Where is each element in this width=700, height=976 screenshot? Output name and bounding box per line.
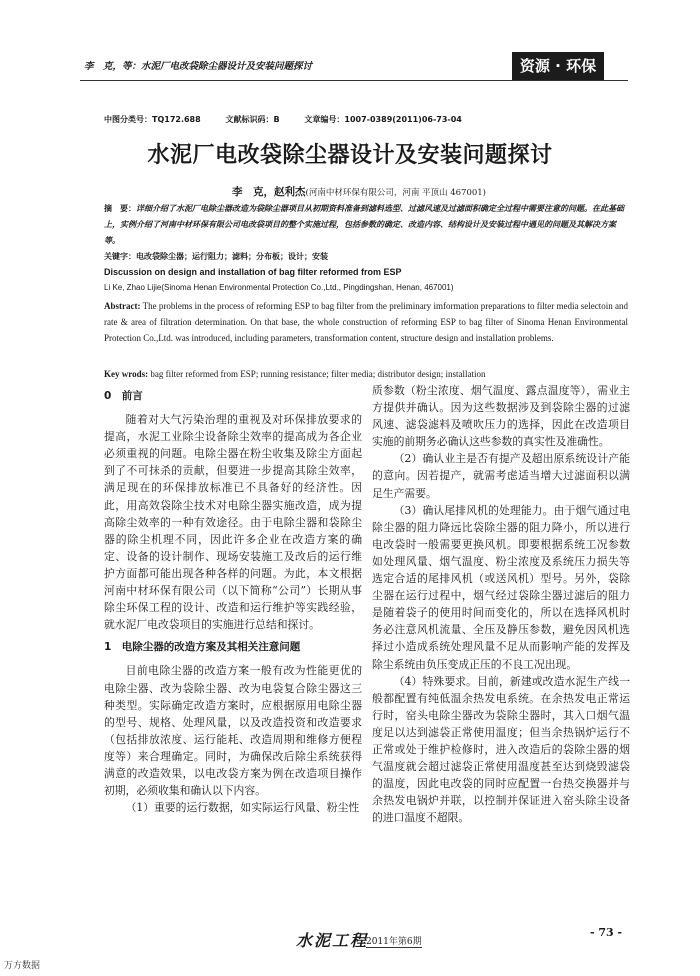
abstract-cn-label: 摘 要：: [104, 203, 136, 213]
authors: [232, 184, 486, 199]
abstract-en: [104, 298, 628, 347]
english-title: Discussion on design and installation of bag filter reformed from ESP: [104, 267, 402, 277]
paragraph: （4）特殊要求。目前，新建或改造水泥生产线一般都配置有纯低温余热发电系统。在余热发电正常运行时，窑头电除尘器改为袋除尘器时，其入口烟气温度足以达到滤袋正常使用温度；但当余热锅炉运行不正常或处于维护检修时，进入改造后的袋除尘器的烟气温度就会超过滤袋正常使用温度甚至达到烧毁滤袋的温度，因此电改袋的同时应配置一台热交换器并与余热发电锅炉并联，以控制并保证进入窑头除尘设备的进口温度不超限。: [372, 674, 630, 825]
paragraph: 目前电除尘器的改造方案一般有改为性能更优的电除尘器、改为袋除尘器、改为电袋复合除尘器这三种类型。实际确定改造方案时，应根据原用电除尘器的型号、规格、处理风量，以及改造投资和改造要求（包括排放浓度、运行能耗、改造周期和维修方便程度等）来合理确定。同时，为确保改后除尘系统获得满意的改造效果，以电改袋方案为例在改造项目操作初期，必须收集和确认以下内容。: [104, 664, 362, 798]
abstract-cn: [104, 200, 628, 248]
english-authors: Li Ke, Zhao Lijie(Sinoma Henan Environmental Protection Co.,Ltd., Pingdingshan, Henan, 467001): [104, 283, 454, 292]
right-column: [372, 382, 630, 826]
keywords-cn-text: 电改袋除尘器；运行阻力；滤料；分布板；设计；安装: [136, 251, 328, 261]
paragraph: 随着对大气污染治理的重视及对环保排放要求的提高，水泥工业除尘设备除尘效率的提高成为各企业必须重视的问题。电除尘器在粉尘收集及除尘方面起到了不可抹杀的贡献，但要进一步提高其除尘效率，满足现在的环保排放标准已不具备好的经济性。因此，用高效袋除尘技术对电除尘器实施改造，成为提高除尘效率的一种有效途径。由于电除尘器和袋除尘器的除尘机理不同，因此许多企业在改造方案的确定、设备的设计制作、现场安装施工及改后的运行维护方面都可能出现各种各样的问题。为此，本文根据河南中材环保有限公司（以下简称“公司”）长期从事除尘环保工程的设计、改造和运行维护等实践经验，就水泥厂电改袋项目的实施进行总结和探讨。: [104, 413, 362, 632]
running-head: 李 克，等：水泥厂电改袋除尘器设计及安装问题探讨: [84, 61, 313, 72]
paragraph: （1）重要的运行数据，如实际运行风量、粉尘性: [125, 801, 360, 815]
abstract-en-text: The problems in the process of reforming ESP to bag filter from the preliminary imformation preparations to filter media selectoin and rate & area of filtration determination. On that base, the whole construction of reforming ESP to bag filter of Sinoma Henan Environmental Protection Co.,Ltd. was introduced, including parameters, transformation content, structure design and installation problems.: [104, 301, 628, 344]
header-rule: [80, 80, 628, 81]
page-number: - 73 -: [590, 926, 623, 939]
watermark: 万方数据: [4, 961, 41, 971]
metadata-line: [104, 114, 484, 125]
keywords-en: [104, 369, 628, 379]
section-1-heading: 1 电除尘器的改造方案及其相关注意问题: [104, 641, 301, 654]
paragraph: （2）确认业主是否有提产及超出原系统设计产能的意向。因若提产，就需考虑适当增大过滤面积以满足生产需要。: [372, 452, 630, 500]
issue-label: 2011年第6期: [366, 934, 422, 948]
paper-title: 水泥厂电改袋除尘器设计及安装问题探讨: [147, 143, 553, 168]
keywords-cn-label: 关键字：: [104, 251, 136, 261]
article-number: 文章编号：1007-0389(2011)06-73-04: [304, 115, 462, 124]
paragraph: （3）确认尾排风机的处理能力。由于烟气通过电除尘器的阻力降远比袋除尘器的阻力降小，所以进行电改袋时一般需要更换风机。即要根据系统工况参数如处理风量、烟气温度、粉尘浓度及系统压力损失等选定合适的尾排风机（或送风机）型号。另外，袋除尘器在运行过程中，烟气经过袋除尘器过滤后的阻力是随着袋子的使用时间而变化的，所以在选择风机时务必注意风机流量、全压及静压参数，避免因风机选择过小造成系统处理风量不足从而影响产能的发挥及除尘系统由负压变成正压的不良工况出现。: [372, 503, 630, 671]
section-badge: 资源 · 环保: [512, 52, 604, 80]
left-column: [104, 382, 362, 816]
document-code: 文献标识码：B: [225, 115, 280, 124]
author-affiliation: (河南中材环保有限公司，河南 平顶山 467001): [305, 188, 486, 198]
abstract-cn-text: 详细介绍了水泥厂电除尘器改造为袋除尘器项目从初期资料准备到滤料选型、过滤风速及过滤面积确定全过程中需要注意的问题。在此基础上，实例介绍了河南中材环保有限公司电改袋项目的整个实施过程，包括参数的确定、改造内容、结构设计及安装过程中遇见的问题及其解决方案等。: [104, 203, 624, 245]
paragraph: 质参数（粉尘浓度、烟气温度、露点温度等），需业主方提供并确认。因为这些数据涉及到袋除尘器的过滤风速、滤袋滤料及喷吹压力的选择，因此在改造项目实施的前期务必确认这些参数的真实性及准确性。: [372, 384, 630, 449]
journal-logo: 水泥工程: [296, 931, 369, 950]
keywords-en-text: bag filter reformed from ESP; running resistance; filter media; distributor design; installation: [150, 369, 486, 379]
clc-number: 中图分类号：TQ172.688: [104, 115, 201, 124]
author-names: 李 克，赵利杰: [232, 186, 306, 198]
section-0-heading: 0 前言: [104, 390, 143, 402]
keywords-cn: [104, 251, 628, 262]
abstract-en-label: Abstract:: [104, 301, 141, 311]
keywords-en-label: Key wrods:: [104, 369, 149, 379]
